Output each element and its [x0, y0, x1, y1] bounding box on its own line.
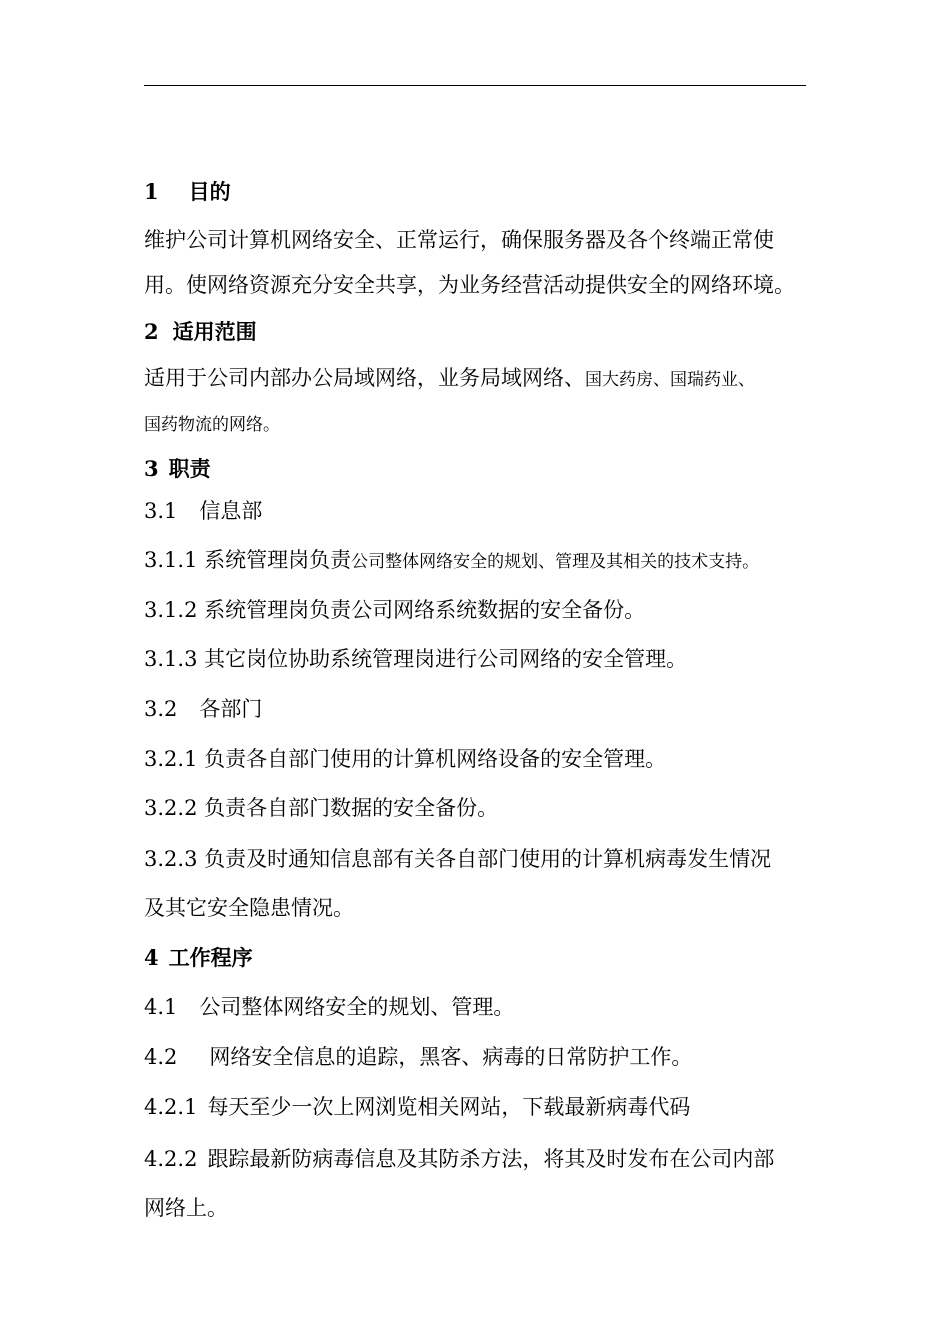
item-text: 网络安全信息的追踪，黑客、病毒的日常防护工作。 [209, 1045, 693, 1069]
item-4-1 [144, 993, 514, 1021]
scope-text-small: 国大药房、国瑞药业、 [585, 370, 755, 390]
section-title: 适用范围 [172, 319, 257, 344]
paragraph-line: 国药物流的网络。 [144, 415, 280, 435]
item-text-small: 公司整体网络安全的规划、管理及其相关的技术支持。 [351, 552, 760, 572]
subsection-title: 各部门 [199, 697, 263, 721]
item-3-1-2: 3.1.2 系统管理岗负责公司网络系统数据的安全备份。 [144, 598, 646, 622]
item-text: 3.1.1 系统管理岗负责 [144, 548, 352, 572]
item-number: 4.2 [144, 1045, 178, 1069]
subsection-number: 3.1 [144, 499, 178, 523]
item-3-1-3: 3.1.3 其它岗位协助系统管理岗进行公司网络的安全管理。 [144, 647, 688, 671]
paragraph-line: 维护公司计算机网络安全、正常运行，确保服务器及各个终端正常使 [144, 228, 774, 252]
section-title: 工作程序 [168, 945, 253, 970]
section-title: 目的 [188, 179, 231, 204]
subsection-3-1-heading [144, 497, 262, 525]
paragraph-line: 用。使网络资源充分安全共享，为业务经营活动提供安全的网络环境。 [144, 273, 795, 297]
section-1-heading [144, 178, 231, 206]
item-number: 4.1 [144, 995, 178, 1019]
section-2-heading [144, 318, 257, 346]
subsection-number: 3.2 [144, 697, 178, 721]
section-4-heading [144, 944, 253, 972]
section-number: 3 [144, 456, 159, 481]
item-text: 公司整体网络安全的规划、管理。 [199, 995, 515, 1019]
item-4-2-2-line1 [144, 1145, 774, 1173]
item-number: 4.2.1 [144, 1095, 198, 1119]
item-3-2-3-line2: 及其它安全隐患情况。 [144, 896, 354, 920]
header-rule [144, 85, 806, 86]
item-text: 跟踪最新防病毒信息及其防杀方法，将其及时发布在公司内部 [207, 1147, 775, 1171]
item-4-2-2-line2: 网络上。 [144, 1196, 228, 1220]
item-4-2-1 [144, 1093, 690, 1121]
section-3-heading [144, 455, 211, 483]
item-number: 4.2.2 [144, 1147, 198, 1171]
section-number: 4 [144, 945, 159, 970]
item-3-2-2: 3.2.2 负责各自部门数据的安全备份。 [144, 796, 499, 820]
item-3-1-1 [144, 546, 759, 576]
section-title: 职责 [168, 456, 211, 481]
item-3-2-3-line1: 3.2.3 负责及时通知信息部有关各自部门使用的计算机病毒发生情况 [144, 847, 772, 871]
section-number: 2 [144, 319, 159, 344]
item-4-2 [144, 1043, 692, 1071]
paragraph-line [144, 364, 755, 394]
section-number: 1 [144, 179, 159, 204]
scope-text: 适用于公司内部办公局域网络，业务局域网络、 [144, 366, 585, 390]
item-3-2-1: 3.2.1 负责各自部门使用的计算机网络设备的安全管理。 [144, 747, 667, 771]
subsection-title: 信息部 [199, 499, 263, 523]
item-text: 每天至少一次上网浏览相关网站，下载最新病毒代码 [207, 1095, 691, 1119]
subsection-3-2-heading [144, 695, 262, 723]
